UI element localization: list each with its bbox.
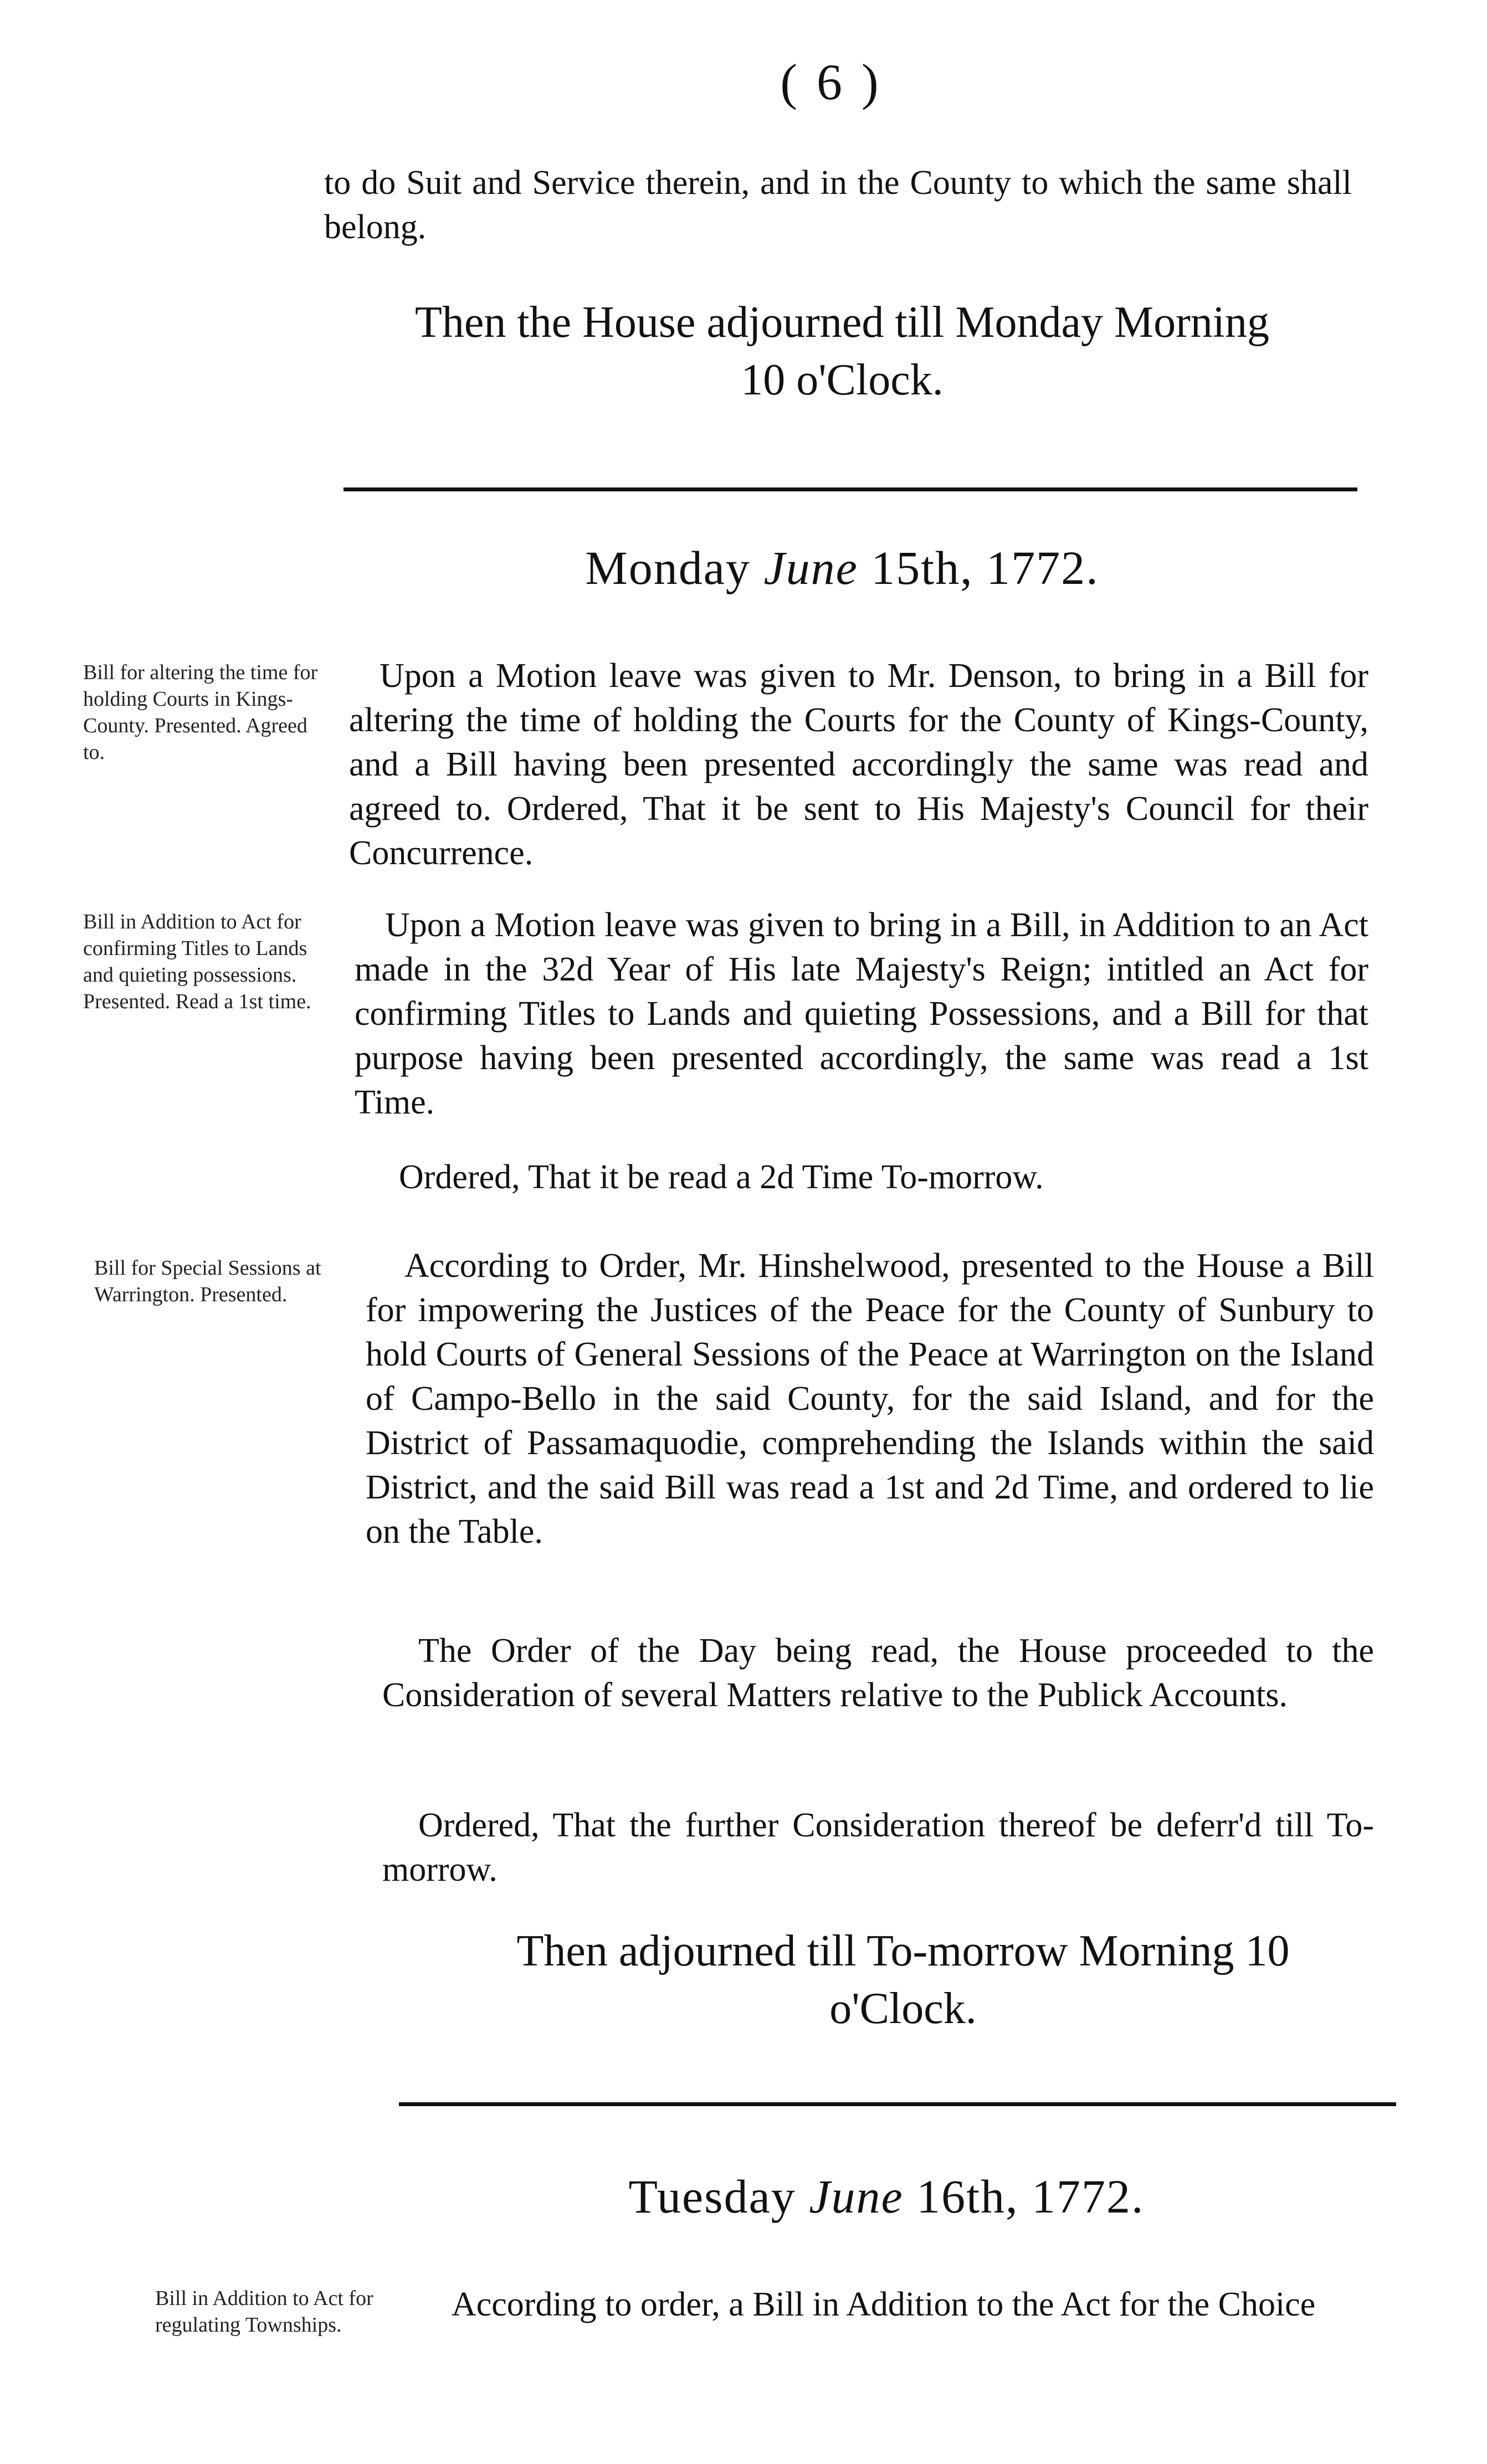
- date-heading-monday: [310, 540, 1374, 596]
- section-rule-2: [399, 2102, 1396, 2106]
- entry-2-text: Upon a Motion leave was given to bring in a Bill, in Addition to an Act made in the 32d Year of His late Majesty's Reign; intitled an Act for confirming Titles to Lands and quieting Possessions, and a Bill for that purpose having been presented accordingly, the same was read a 1st Time.: [355, 906, 1368, 1121]
- opening-paragraph: to do Suit and Service therein, and in the County to which the same shall belong.: [324, 164, 1352, 246]
- entry-6-text: Ordered, That the further Consideration thereof be deferr'd till To-morrow.: [382, 1806, 1374, 1888]
- adjournment-heading-1: [310, 294, 1374, 409]
- opening-text: [324, 161, 1352, 249]
- margin-note-entry-2: Bill in Addition to Act for confirming Titles to Lands and quieting possessions. Presented. Read a 1st time.: [83, 910, 311, 1013]
- date-weekday: Monday: [585, 541, 751, 594]
- adjournment-line-1: Then the House adjourned till Monday Morning: [415, 298, 1269, 347]
- adjournment2-line-2: o'Clock.: [829, 1984, 977, 2033]
- adjournment-heading-2: [382, 1922, 1424, 2037]
- entry-3-text: Ordered, That it be read a 2d Time To-morrow.: [399, 1158, 1044, 1196]
- adjournment2-line-1: Then adjourned till To-morrow Morning 10: [516, 1927, 1290, 1975]
- date-weekday-tuesday: Tuesday: [628, 2170, 796, 2223]
- tuesday-entry-text: According to order, a Bill in Addition to the Act for the Choice: [452, 2286, 1316, 2323]
- date-day-year-tuesday: 16th, 1772.: [916, 2170, 1145, 2223]
- section-rule-1: [343, 487, 1357, 491]
- date-month: June: [763, 541, 858, 594]
- entry-1-text: Upon a Motion leave was given to Mr. Denson, to bring in a Bill for altering the time of holding the Courts for the County of Kings-County, and a Bill having been presented accordingly the same was read and agreed to. Ordered, That it be sent to His Majesty's Council for their Concurrence.: [349, 657, 1368, 872]
- margin-note-entry-4: Bill for Special Sessions at Warrington. Presented.: [94, 1256, 321, 1306]
- page-number: ( 6 ): [780, 54, 882, 110]
- margin-note-tuesday-entry: Bill in Addition to Act for regulating Townships.: [155, 2287, 373, 2337]
- date-heading-tuesday: [355, 2169, 1418, 2224]
- date-day-year: 15th, 1772.: [871, 541, 1099, 594]
- margin-note-entry-1: Bill for altering the time for holding Courts in Kings-County. Presented. Agreed to.: [83, 661, 318, 764]
- entry-4-text: According to Order, Mr. Hinshelwood, presented to the House a Bill for impowering the Justices of the Peace for the County of Sunbury to hold Courts of General Sessions of the Peace at Warrington on the Island of Campo-Bello in the said County, for the said Island, and for the District of Passamaquodie, comprehending the Islands within the said District, and the said Bill was read a 1st and 2d Time, and ordered to lie on the Table.: [366, 1247, 1374, 1551]
- entry-5-text: The Order of the Day being read, the House proceeded to the Consideration of several Matters relative to the Publick Accounts.: [382, 1632, 1374, 1714]
- adjournment-line-2: 10 o'Clock.: [741, 356, 944, 404]
- date-month-tuesday: June: [809, 2170, 904, 2223]
